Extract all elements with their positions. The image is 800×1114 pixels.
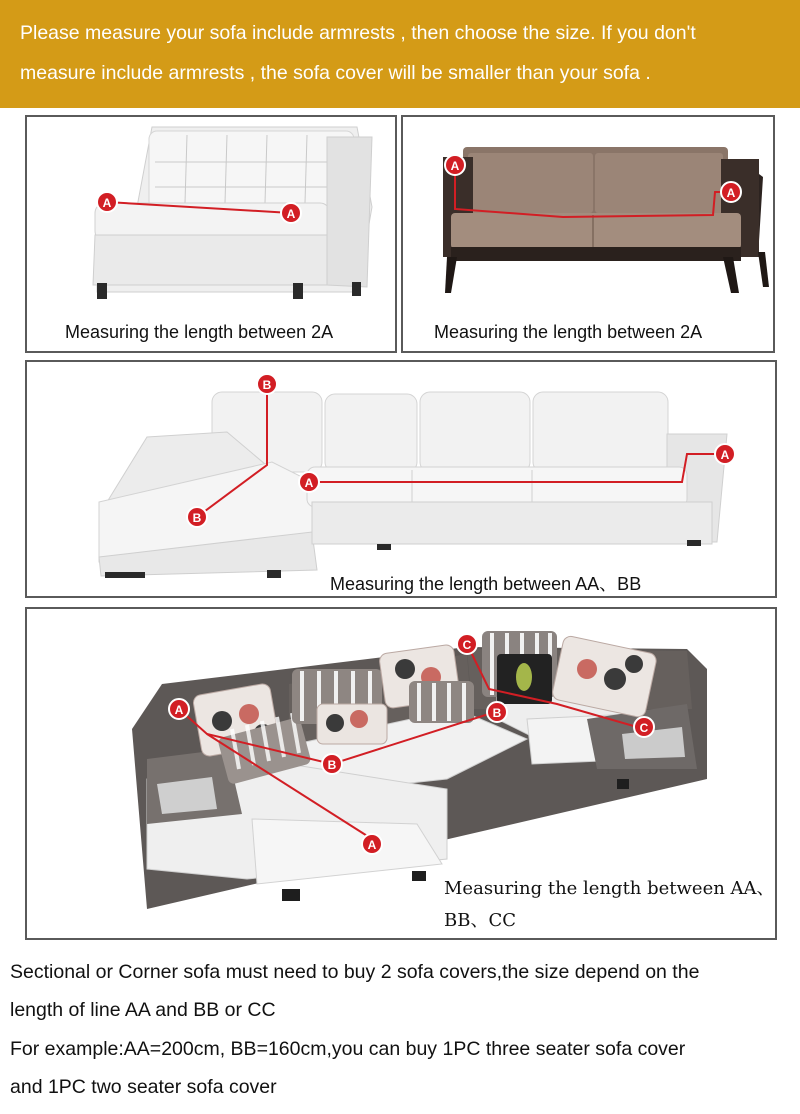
marker-a-1 [97,192,117,212]
svg-text:A: A [450,159,460,173]
footer-line-2: length of line AA and BB or CC [10,999,276,1021]
armless-sofa-illustration [27,117,395,351]
header-line-1: Please measure your sofa include armrests , then choose the size. If you don't [20,22,696,44]
svg-text:A: A [102,196,112,210]
svg-text:B: B [262,378,272,392]
svg-text:A: A [720,448,730,462]
marker-b-1 [257,374,277,394]
header-banner [0,0,800,108]
footer-line-3: For example:AA=200cm, BB=160cm,you can buy 1PC three seater sofa cover [10,1038,686,1060]
svg-text:B: B [492,706,502,720]
svg-text:A: A [367,838,377,852]
panel-armless-sofa [25,115,397,353]
svg-text:C: C [639,721,649,735]
header-line-2: measure include armrests , the sofa cover will be smaller than your sofa . [20,62,651,84]
marker-b-4 [487,702,507,722]
marker-b-3 [322,754,342,774]
three-seat-sofa-illustration [403,117,773,351]
svg-text:A: A [174,703,184,717]
marker-a-4 [721,182,741,202]
svg-text:B: B [192,511,202,525]
svg-text:A: A [726,186,736,200]
footer-line-4: and 1PC two seater sofa cover [10,1076,277,1098]
svg-text:A: A [286,207,296,221]
marker-b-2 [187,507,207,527]
armless-caption: Measuring the length between 2A [65,322,334,342]
marker-c-1 [457,634,477,654]
panel-three-seat-sofa [401,115,775,353]
u-sectional-caption-line-1: Measuring the length between AA、 [444,878,775,899]
three-seat-caption: Measuring the length between 2A [434,322,703,342]
marker-a-6 [715,444,735,464]
marker-a-8 [362,834,382,854]
marker-a-2 [281,203,301,223]
svg-text:C: C [462,638,472,652]
marker-c-2 [634,717,654,737]
panel-l-sectional-sofa [25,360,777,598]
l-sectional-illustration [27,362,775,596]
marker-a-3 [445,155,465,175]
marker-a-7 [169,699,189,719]
panel-u-sectional-sofa [25,607,777,940]
l-sectional-caption: Measuring the length between AA、BB [330,574,642,594]
u-sectional-caption-line-2: BB、CC [444,910,516,931]
svg-text:A: A [304,476,314,490]
svg-text:B: B [327,758,337,772]
marker-a-5 [299,472,319,492]
footer-line-1: Sectional or Corner sofa must need to buy 2 sofa covers,the size depend on the [10,961,700,983]
